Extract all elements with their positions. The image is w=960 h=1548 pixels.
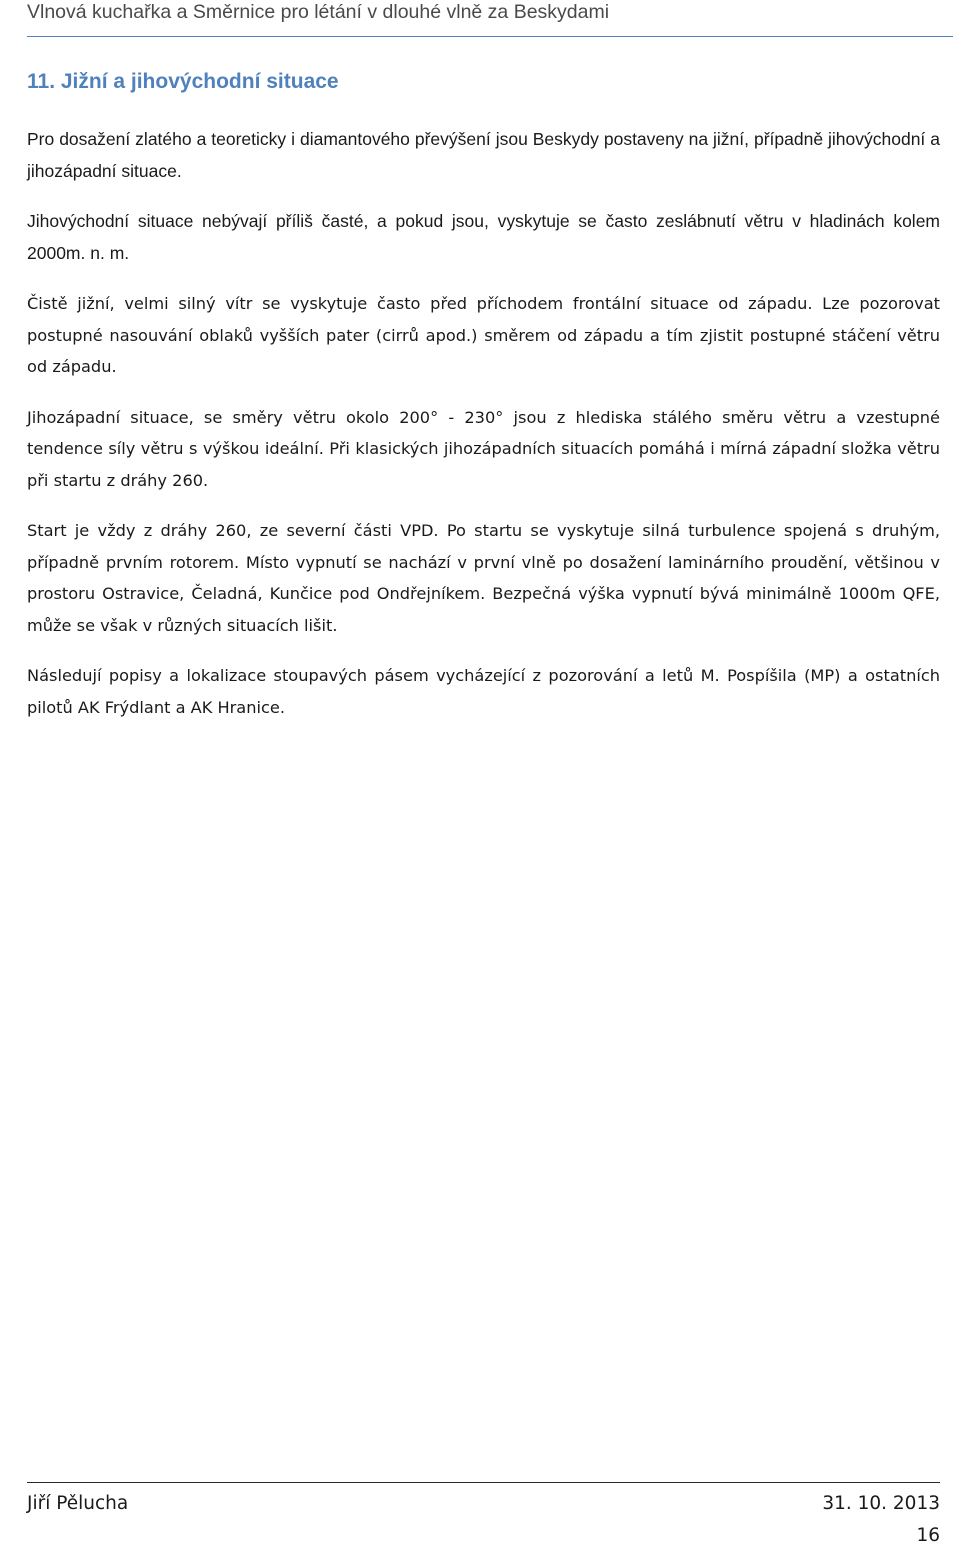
paragraph: Pro dosažení zlatého a teoreticky i diamantového převýšení jsou Beskydy postaveny na jižní, případně jihovýchodní a jihozápadní situace. <box>27 129 940 181</box>
footer-date: 31. 10. 2013 <box>822 1493 940 1514</box>
paragraph: Čistě jižní, velmi silný vítr se vyskytuje často před příchodem frontální situace od západu. Lze pozorovat postupné nasouvání oblaků vyšších pater (cirrů apod.) směrem od západu a tím zjistit postupné stáčení větru od západu. <box>27 294 940 376</box>
section-title: 11. Jižní a jihovýchodní situace <box>27 70 339 93</box>
paragraph: Jihovýchodní situace nebývají příliš časté, a pokud jsou, vyskytuje se často zeslábnutí větru v hladinách kolem 2000m. n. m. <box>27 211 940 263</box>
page-footer <box>27 1482 940 1546</box>
footer-author: Jiří Pělucha <box>27 1493 129 1514</box>
paragraph: Následují popisy a lokalizace stoupavých pásem vycházející z pozorování a letů M. Pospíšila (MP) a ostatních pilotů AK Frýdlant a AK Hranice. <box>27 666 940 717</box>
paragraph: Jihozápadní situace, se směry větru okolo 200° - 230° jsou z hlediska stálého směru větru a vzestupné tendence síly větru s výškou ideální. Při klasických jihozápadních situacích pomáhá i mírná západní složka větru při startu z dráhy 260. <box>27 407 940 490</box>
header-title: Vlnová kuchařka a Směrnice pro létání v dlouhé vlně za Beskydami <box>27 1 610 23</box>
page-number: 16 <box>916 1525 940 1546</box>
paragraph: Start je vždy z dráhy 260, ze severní části VPD. Po startu se vyskytuje silná turbulence spojená s druhým, případně prvním rotorem. Místo vypnutí se nachází v první vlně po dosažení laminárního proudění, většinou v prostoru Ostravice, Čeladná, Kunčice pod Ondřejníkem. Bezpečná výška vypnutí bývá minimálně 1000m QFE, může se však v různých situacích lišit. <box>27 521 940 635</box>
page-header <box>27 0 953 37</box>
document-body <box>27 124 940 742</box>
